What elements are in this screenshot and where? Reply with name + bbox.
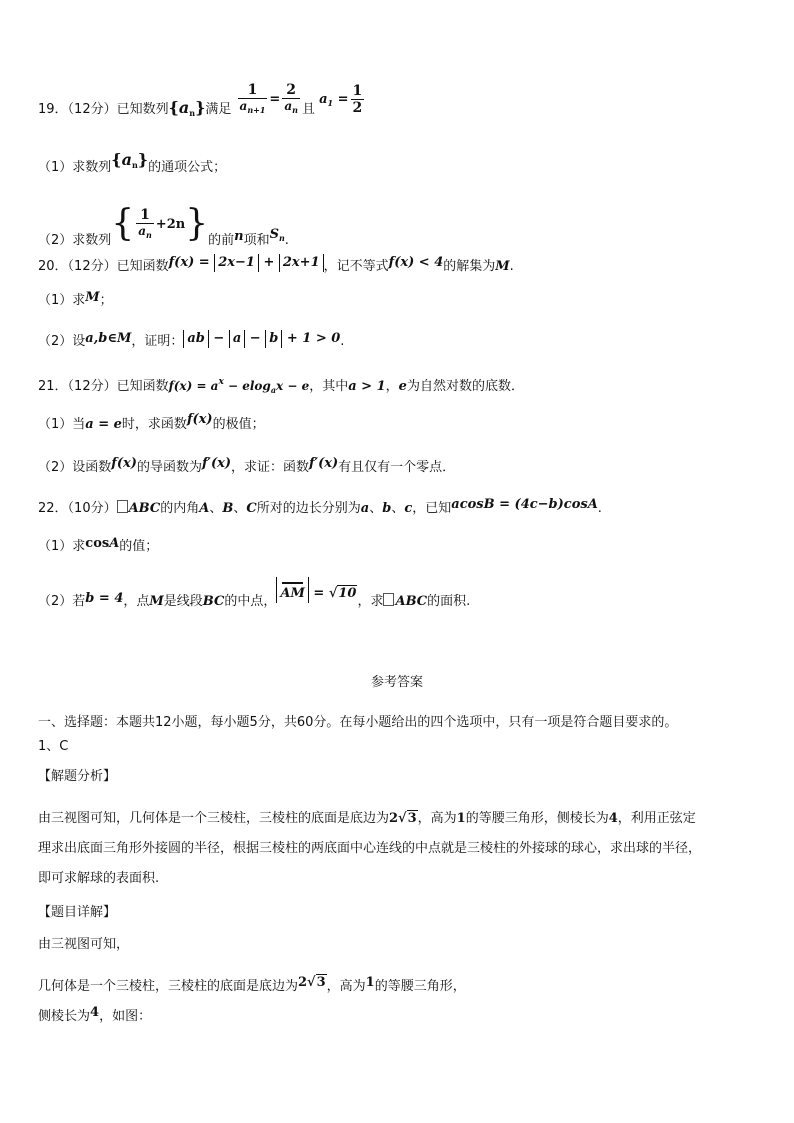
q21-sep: ，	[385, 379, 399, 394]
q19-p2-mid: 的前	[208, 232, 235, 248]
q20-mid2: 的解集为	[443, 259, 496, 274]
q19-frac-left-den: $a_{n+1}$	[239, 99, 266, 115]
q21-p2-fp: f′(x)	[201, 456, 232, 471]
q22-part2	[38, 585, 470, 611]
q21-p2-tail: 有且仅有一个零点．	[338, 460, 456, 475]
q21-line	[38, 373, 524, 399]
analysis-paragraph	[38, 804, 758, 894]
q19-p2-frac	[136, 207, 154, 242]
triangle-symbol-icon	[117, 500, 128, 513]
q20-p1-head: （1）求	[38, 293, 86, 308]
q22-b: b	[382, 501, 392, 516]
q19-eq: =	[269, 92, 281, 107]
q22-mid2: 所对的边长分别为	[256, 501, 361, 516]
q22-d3: 、	[369, 501, 383, 516]
q19-seq: $\{a_n\}$	[168, 98, 206, 118]
q19-p1-tail: 的通项公式；	[148, 160, 227, 175]
q20-p2-end: .	[340, 334, 345, 349]
q22-p1-tail: 的值；	[119, 539, 159, 554]
q21-tail: 为自然对数的底数．	[406, 379, 524, 394]
q19-p1-seq: $\{a_n\}$	[111, 150, 149, 170]
q22-p2-tail: 的面积.	[427, 594, 471, 609]
q20-p1-end: ；	[99, 293, 113, 308]
detail-3len: 4	[90, 1005, 100, 1020]
q19-p2-S: $S_n$	[269, 226, 285, 243]
q22-a: a	[360, 501, 370, 516]
q19-a1-num: 1	[352, 83, 363, 99]
q22-p2-BC: BC	[202, 594, 225, 609]
q22-head: 22．（10分）	[38, 501, 117, 516]
analysis-e: 理求出底面三角形外接圆的半径，根据三棱柱的两底面中心连线的中点就是三棱柱的外接球的球心，求出球的半径，	[38, 841, 702, 856]
analysis-len: 4	[608, 811, 618, 826]
q22-c: c	[404, 501, 413, 516]
answers-section: 一、选择题：本题共12小题，每小题5分，共60分。在每小题给出的四个选项中，只有一项是符合题目要求的。	[38, 715, 678, 730]
detail-2	[38, 975, 466, 996]
detail-2b: ，高为	[326, 979, 366, 994]
q21-cond: a > 1	[348, 379, 386, 394]
q22-p2-mid3: 的中点，	[224, 594, 277, 609]
q22-p2-mid: ，点	[123, 594, 150, 609]
q21-p2-fp2: f′(x)	[309, 456, 339, 471]
triangle-symbol-icon	[383, 593, 394, 606]
q21-p2-mid: 的导函数为	[136, 460, 202, 475]
analysis-label: 【解题分析】	[38, 769, 117, 784]
q19-p1-head: （1）求数列	[38, 160, 112, 175]
q22-p1-expr: cosA	[85, 536, 120, 551]
q22-tri: ABC	[128, 501, 161, 516]
detail-2h: 1	[365, 975, 375, 990]
q19-p2-n: n	[234, 228, 244, 244]
q22-d4: 、	[391, 501, 405, 516]
q19-mid2: 且	[301, 102, 315, 117]
q19-p2-num: 1	[140, 206, 150, 223]
q19-a1-den: 2	[352, 100, 363, 116]
q22-p2-head: （2）若	[38, 594, 86, 609]
q21-e: e	[398, 379, 407, 394]
q22-p1-head: （1）求	[38, 539, 86, 554]
detail-2-sqrt: 2√3	[298, 975, 326, 990]
analysis-a: 由三视图可知，几何体是一个三棱柱，三棱柱的底面是底边为	[38, 811, 390, 826]
q20-end: .	[509, 259, 514, 274]
q20-p1-M: M	[85, 290, 100, 305]
q20-p2-head: （2）设	[38, 334, 86, 349]
analysis-c: 的等腰三角形，侧棱长为	[465, 811, 609, 826]
q19-a1: $a_1$ =	[319, 92, 349, 108]
q19-p2-lbrace: {	[111, 203, 135, 244]
detail-1: 由三视图可知，	[38, 937, 130, 952]
q20-M: M	[495, 259, 510, 274]
q22-line	[38, 497, 602, 518]
q20-line	[38, 255, 514, 276]
vector-arrow-icon: AM	[280, 586, 305, 601]
q21-func: $f(x) = a^x - elog_ax - e$	[168, 377, 310, 395]
detail-2c: 的等腰三角形，	[374, 979, 466, 994]
q20-p2-expr: ab − a − b + 1 > 0	[183, 331, 340, 346]
q19-head: 19．（12分）已知数列	[38, 102, 169, 117]
q19-p2-head: （2）求数列	[38, 232, 112, 248]
q22-eq: acosB = (4c−b)cosA	[451, 497, 598, 512]
q22-p2-M: M	[149, 594, 164, 609]
q22-C: C	[246, 501, 257, 516]
q20-part2	[38, 333, 344, 351]
detail-3b: ，如图：	[99, 1009, 152, 1024]
q19-frac-left	[238, 82, 268, 117]
detail-3a: 侧棱长为	[38, 1009, 91, 1024]
q19-mid1: 满足	[205, 102, 232, 117]
q22-p2-tri: ABC	[395, 594, 428, 609]
q21-p1-cond: a = e	[85, 417, 122, 432]
q22-p2-mid2: 是线段	[163, 594, 203, 609]
q19-frac-left-num: 1	[247, 82, 258, 98]
q22-mid3: ，已知	[412, 501, 452, 516]
q19-frac-right-den: $a_n$	[284, 99, 298, 115]
detail-label: 【题目详解】	[38, 905, 117, 920]
q20-ineq: f(x) < 4	[388, 255, 444, 270]
detail-3	[38, 1005, 152, 1026]
analysis-sqrt: 2√3	[389, 811, 417, 826]
q19-p2-plus: +2n	[155, 216, 186, 232]
analysis-h: 1	[456, 811, 466, 826]
analysis-d: ，利用正弦定	[617, 811, 696, 826]
q19-p2-end: .	[284, 232, 289, 248]
q20-func: f(x) = 2x−1 + 2x+1	[169, 255, 324, 270]
q21-part1	[38, 412, 265, 434]
q22-p2-b: b = 4	[85, 591, 124, 606]
q22-d1: 、	[209, 501, 223, 516]
q21-p1-mid: 时，求函数	[121, 417, 187, 432]
detail-2a: 几何体是一个三棱柱，三棱柱的底面是底边为	[38, 979, 299, 994]
analysis-f: 即可求解球的表面积.	[38, 871, 160, 886]
q20-mid: ，记不等式	[323, 259, 389, 274]
q19-part2	[38, 192, 289, 248]
q21-p2-head: （2）设函数	[38, 460, 112, 475]
q20-part1	[38, 292, 113, 310]
q21-mid: ，其中	[309, 379, 349, 394]
q19-p2-rbrace: }	[185, 203, 209, 244]
q22-mid: 的内角	[160, 501, 200, 516]
q19-p2-mid2: 项和	[243, 232, 270, 248]
q21-p1-head: （1）当	[38, 417, 86, 432]
q21-p2-f: f(x)	[111, 456, 137, 471]
q22-end: .	[597, 501, 602, 516]
q21-part2	[38, 456, 456, 477]
q22-B: B	[222, 501, 234, 516]
q19-frac-right	[282, 82, 300, 117]
q22-d2: 、	[233, 501, 247, 516]
q22-p2-mid4: ，求	[357, 594, 384, 609]
q21-p2-mid2: ，求证：函数	[231, 460, 310, 475]
q20-p2-mid: ，证明：	[131, 334, 184, 349]
q19-frac-right-num: 2	[286, 82, 296, 98]
q20-head: 20．（12分）已知函数	[38, 259, 169, 274]
q19-part1	[38, 150, 227, 180]
q22-p2-AM-expr: AM = √10	[276, 586, 357, 601]
q21-p1-tail: 的极值；	[212, 417, 265, 432]
q19-line	[38, 82, 366, 132]
answers-item: 1、C	[38, 739, 69, 754]
q19-a1-frac	[351, 83, 365, 116]
answers-title: 参考答案	[370, 675, 423, 690]
q20-p2-cond: a,b∈M	[85, 331, 132, 346]
q22-A: A	[199, 501, 210, 516]
q21-p1-f: f(x)	[186, 412, 213, 427]
q22-part1	[38, 538, 158, 556]
q19-p2-den: $a_n$	[138, 223, 152, 240]
q21-head: 21．（12分）已知函数	[38, 379, 169, 394]
analysis-b: ，高为	[417, 811, 457, 826]
